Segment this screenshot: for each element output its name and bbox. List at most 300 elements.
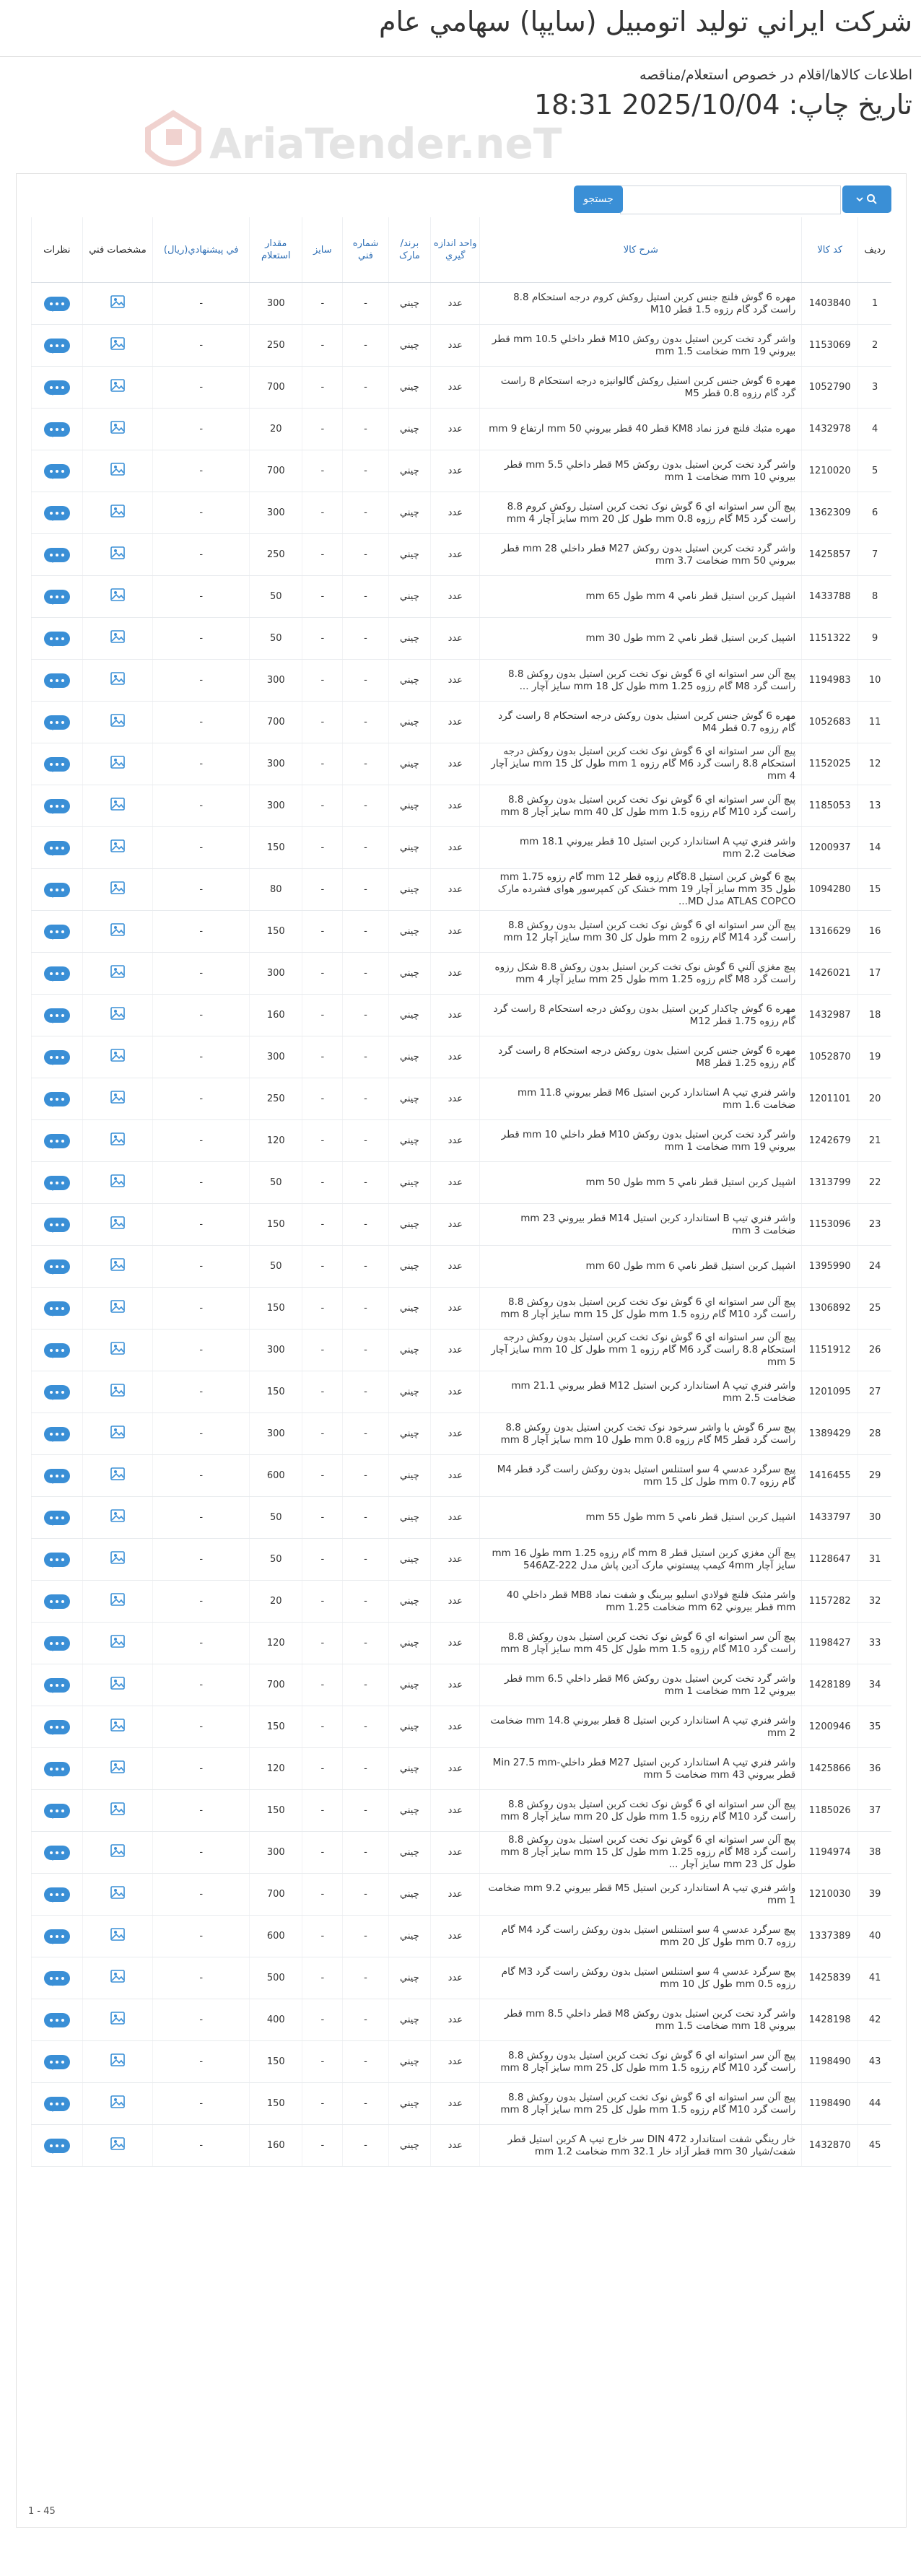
comments-cell[interactable] bbox=[32, 1162, 83, 1204]
comments-cell[interactable] bbox=[32, 1957, 83, 1999]
comments-cell[interactable] bbox=[32, 1664, 83, 1706]
comments-cell[interactable] bbox=[32, 618, 83, 660]
comments-cell[interactable] bbox=[32, 1581, 83, 1623]
item-price: - bbox=[153, 325, 250, 367]
table-row bbox=[32, 1120, 892, 1162]
comments-cell[interactable] bbox=[32, 1288, 83, 1330]
item-qty: 80 bbox=[250, 869, 302, 911]
item-code: 1198490 bbox=[802, 2083, 858, 2125]
item-size: - bbox=[302, 1246, 343, 1288]
comments-cell[interactable] bbox=[32, 2125, 83, 2167]
spec-cell[interactable] bbox=[82, 1957, 152, 1999]
spec-cell[interactable] bbox=[82, 702, 152, 743]
comments-cell[interactable] bbox=[32, 1916, 83, 1957]
spec-cell[interactable] bbox=[82, 953, 152, 995]
spec-cell[interactable] bbox=[82, 1706, 152, 1748]
item-qty: 120 bbox=[250, 1623, 302, 1664]
item-unit: عدد bbox=[431, 869, 480, 911]
item-size: - bbox=[302, 283, 343, 325]
item-unit: عدد bbox=[431, 1288, 480, 1330]
item-qty: 160 bbox=[250, 2125, 302, 2167]
comments-cell[interactable] bbox=[32, 660, 83, 702]
comments-cell[interactable] bbox=[32, 1539, 83, 1581]
spec-cell[interactable] bbox=[82, 1539, 152, 1581]
comments-cell[interactable] bbox=[32, 409, 83, 450]
table-row bbox=[32, 1246, 892, 1288]
row-number: 1 bbox=[858, 283, 891, 325]
item-price: - bbox=[153, 1957, 250, 1999]
item-tech-no: - bbox=[343, 743, 388, 785]
item-qty: 500 bbox=[250, 1957, 302, 1999]
comments-cell[interactable] bbox=[32, 1204, 83, 1246]
submit-search-button[interactable]: جستجو bbox=[574, 185, 623, 213]
chat-icon[interactable] bbox=[44, 590, 70, 604]
item-qty: 50 bbox=[250, 576, 302, 618]
chat-icon[interactable] bbox=[44, 380, 70, 395]
chat-icon[interactable] bbox=[44, 673, 70, 688]
spec-cell[interactable] bbox=[82, 1790, 152, 1832]
item-size: - bbox=[302, 827, 343, 869]
item-price: - bbox=[153, 2125, 250, 2167]
spec-cell[interactable] bbox=[82, 827, 152, 869]
chat-icon[interactable] bbox=[44, 925, 70, 939]
image-icon bbox=[109, 1633, 126, 1650]
comments-cell[interactable] bbox=[32, 283, 83, 325]
col-size[interactable]: سايز bbox=[302, 217, 343, 283]
chat-icon[interactable] bbox=[44, 1553, 70, 1567]
comments-cell[interactable] bbox=[32, 1832, 83, 1874]
spec-cell[interactable] bbox=[82, 492, 152, 534]
item-desc: پيچ آلن سر استوانه اي 6 گوش نوک تخت كربن استيل بدون روكش درجه استحكام 8.8 راست گرد M6 گام رزوه 1 mm طول كل 10 mm سايز آچار 5 mm bbox=[480, 1330, 802, 1371]
item-size: - bbox=[302, 1999, 343, 2041]
table-row bbox=[32, 1539, 892, 1581]
chat-icon[interactable] bbox=[44, 1846, 70, 1860]
image-icon bbox=[109, 1507, 126, 1524]
item-qty: 50 bbox=[250, 618, 302, 660]
chat-icon[interactable] bbox=[44, 297, 70, 311]
item-tech-no: - bbox=[343, 953, 388, 995]
spec-cell[interactable] bbox=[82, 450, 152, 492]
chat-icon[interactable] bbox=[44, 1427, 70, 1441]
comments-cell[interactable] bbox=[32, 743, 83, 785]
chat-icon[interactable] bbox=[44, 883, 70, 897]
chat-icon[interactable] bbox=[44, 1008, 70, 1023]
item-brand: چيني bbox=[388, 1832, 430, 1874]
image-icon bbox=[109, 1381, 126, 1399]
chat-icon[interactable] bbox=[44, 1678, 70, 1693]
item-brand: چيني bbox=[388, 660, 430, 702]
item-desc: مهره 6 گوش جنس كربن استيل بدون روكش درجه استحكام 8 راست گرد گام رزوه 1.25 قطر M8 bbox=[480, 1036, 802, 1078]
item-unit: عدد bbox=[431, 283, 480, 325]
table-row bbox=[32, 1455, 892, 1497]
spec-cell[interactable] bbox=[82, 869, 152, 911]
item-tech-no: - bbox=[343, 1120, 388, 1162]
item-unit: عدد bbox=[431, 1246, 480, 1288]
item-qty: 150 bbox=[250, 1371, 302, 1413]
item-desc: پيچ آلن سر استوانه اي 6 گوش نوک تخت كربن استيل بدون روكش درجه استحكام 8.8 راست گرد M6 گام رزوه 1 mm طول كل 15 mm سايز آچار 4 mm bbox=[480, 743, 802, 785]
chat-icon[interactable] bbox=[44, 1636, 70, 1651]
chat-icon[interactable] bbox=[44, 1385, 70, 1400]
row-count: 1 - 45 bbox=[28, 2506, 56, 2517]
spec-cell[interactable] bbox=[82, 1999, 152, 2041]
row-number: 45 bbox=[858, 2125, 891, 2167]
watermark-logo bbox=[141, 108, 588, 180]
chat-icon[interactable] bbox=[44, 506, 70, 520]
chat-icon[interactable] bbox=[44, 1259, 70, 1274]
item-code: 1201101 bbox=[802, 1078, 858, 1120]
item-tech-no: - bbox=[343, 2125, 388, 2167]
item-brand: چيني bbox=[388, 1246, 430, 1288]
item-size: - bbox=[302, 1288, 343, 1330]
comments-cell[interactable] bbox=[32, 1120, 83, 1162]
chat-icon[interactable] bbox=[44, 1971, 70, 1986]
item-brand: چيني bbox=[388, 1539, 430, 1581]
chat-icon[interactable] bbox=[44, 1176, 70, 1190]
table-row bbox=[32, 1497, 892, 1539]
item-unit: عدد bbox=[431, 1371, 480, 1413]
spec-cell[interactable] bbox=[82, 1330, 152, 1371]
comments-cell[interactable] bbox=[32, 953, 83, 995]
item-qty: 20 bbox=[250, 409, 302, 450]
item-code: 1200946 bbox=[802, 1706, 858, 1748]
chat-icon[interactable] bbox=[44, 1343, 70, 1358]
col-row: رديف bbox=[858, 217, 891, 283]
comments-cell[interactable] bbox=[32, 534, 83, 576]
table-row bbox=[32, 785, 892, 827]
col-price[interactable]: في پيشنهادي(ريال) bbox=[153, 217, 250, 283]
comments-cell[interactable] bbox=[32, 2083, 83, 2125]
chat-icon[interactable] bbox=[44, 632, 70, 646]
chat-icon[interactable] bbox=[44, 1050, 70, 1065]
comments-cell[interactable] bbox=[32, 492, 83, 534]
item-unit: عدد bbox=[431, 492, 480, 534]
item-size: - bbox=[302, 1120, 343, 1162]
spec-cell[interactable] bbox=[82, 785, 152, 827]
comments-cell[interactable] bbox=[32, 785, 83, 827]
comments-cell[interactable] bbox=[32, 1246, 83, 1288]
spec-cell[interactable] bbox=[82, 1288, 152, 1330]
company-name: شركت ايراني توليد اتومبيل (سايپا) سهامي عام bbox=[378, 6, 912, 38]
chat-icon[interactable] bbox=[44, 799, 70, 813]
item-desc: واشر گرد تخت كربن استيل بدون روكش M10 قطر داخلي 10 mm قطر بيروني 19 mm ضخامت 1 mm bbox=[480, 1120, 802, 1162]
item-code: 1425857 bbox=[802, 534, 858, 576]
image-icon bbox=[109, 837, 126, 855]
item-size: - bbox=[302, 1916, 343, 1957]
image-icon bbox=[109, 1047, 126, 1064]
item-unit: عدد bbox=[431, 1330, 480, 1371]
comments-cell[interactable] bbox=[32, 1455, 83, 1497]
item-unit: عدد bbox=[431, 2125, 480, 2167]
image-icon bbox=[109, 795, 126, 813]
item-price: - bbox=[153, 1120, 250, 1162]
spec-cell[interactable] bbox=[82, 1832, 152, 1874]
spec-cell[interactable] bbox=[82, 1664, 152, 1706]
item-size: - bbox=[302, 367, 343, 409]
spec-cell[interactable] bbox=[82, 2125, 152, 2167]
item-size: - bbox=[302, 2041, 343, 2083]
item-size: - bbox=[302, 1413, 343, 1455]
item-unit: عدد bbox=[431, 367, 480, 409]
spec-cell[interactable] bbox=[82, 618, 152, 660]
item-price: - bbox=[153, 2083, 250, 2125]
spec-cell[interactable] bbox=[82, 1204, 152, 1246]
chat-icon[interactable] bbox=[44, 757, 70, 772]
item-price: - bbox=[153, 1204, 250, 1246]
chat-icon[interactable] bbox=[44, 1804, 70, 1818]
chat-icon[interactable] bbox=[44, 966, 70, 981]
spec-cell[interactable] bbox=[82, 283, 152, 325]
item-price: - bbox=[153, 911, 250, 953]
comments-cell[interactable] bbox=[32, 1078, 83, 1120]
chat-icon[interactable] bbox=[44, 548, 70, 562]
item-qty: 700 bbox=[250, 367, 302, 409]
chat-icon[interactable] bbox=[44, 1511, 70, 1525]
spec-cell[interactable] bbox=[82, 2083, 152, 2125]
spec-cell[interactable] bbox=[82, 2041, 152, 2083]
comments-cell[interactable] bbox=[32, 1497, 83, 1539]
spec-cell[interactable] bbox=[82, 1413, 152, 1455]
chat-icon[interactable] bbox=[44, 1887, 70, 1902]
spec-cell[interactable] bbox=[82, 660, 152, 702]
spec-cell[interactable] bbox=[82, 367, 152, 409]
item-qty: 250 bbox=[250, 534, 302, 576]
item-desc: خار رينگي شفت استاندارد DIN 472 سر خارج تيپ A كربن استيل قطر شفت/شيار 30 mm قطر آزاد خار 32.1 mm ضخامت 1.2 mm bbox=[480, 2125, 802, 2167]
spec-cell[interactable] bbox=[82, 576, 152, 618]
comments-cell[interactable] bbox=[32, 1413, 83, 1455]
comments-cell[interactable] bbox=[32, 325, 83, 367]
item-desc: پيچ آلن سر استوانه اي 6 گوش نوک تخت كربن استيل بدون روكش 8.8 راست گرد M8 گام رزوه 1.25 mm طول كل 15 mm سايز آچار 8 mm طول كل 23 mm سايز آچار ... bbox=[480, 1832, 802, 1874]
item-brand: چيني bbox=[388, 1497, 430, 1539]
item-size: - bbox=[302, 325, 343, 367]
comments-cell[interactable] bbox=[32, 1706, 83, 1748]
image-icon bbox=[109, 921, 126, 938]
item-tech-no: - bbox=[343, 1664, 388, 1706]
item-desc: پيچ آلن سر استوانه اي 6 گوش نوک تخت كربن استيل بدون روكش 8.8 راست گرد M8 گام رزوه 1.25 mm طول كل 18 mm سايز آچار ... bbox=[480, 660, 802, 702]
item-code: 1200937 bbox=[802, 827, 858, 869]
item-tech-no: - bbox=[343, 1581, 388, 1623]
item-qty: 300 bbox=[250, 283, 302, 325]
item-code: 1201095 bbox=[802, 1371, 858, 1413]
chat-icon[interactable] bbox=[44, 1720, 70, 1734]
table-row bbox=[32, 450, 892, 492]
spec-cell[interactable] bbox=[82, 1497, 152, 1539]
image-icon bbox=[109, 2051, 126, 2069]
item-tech-no: - bbox=[343, 911, 388, 953]
spec-cell[interactable] bbox=[82, 1455, 152, 1497]
comments-cell[interactable] bbox=[32, 869, 83, 911]
item-size: - bbox=[302, 1162, 343, 1204]
comments-cell[interactable] bbox=[32, 1874, 83, 1916]
item-code: 1428198 bbox=[802, 1999, 858, 2041]
item-code: 1094280 bbox=[802, 869, 858, 911]
chat-icon[interactable] bbox=[44, 2139, 70, 2153]
col-brand[interactable]: برند/مارک bbox=[388, 217, 430, 283]
item-brand: چيني bbox=[388, 1413, 430, 1455]
comments-cell[interactable] bbox=[32, 1623, 83, 1664]
row-number: 7 bbox=[858, 534, 891, 576]
chat-icon[interactable] bbox=[44, 1762, 70, 1776]
item-brand: چيني bbox=[388, 1874, 430, 1916]
comments-cell[interactable] bbox=[32, 1748, 83, 1790]
row-number: 9 bbox=[858, 618, 891, 660]
item-desc: پيچ آلن مغزي كربن استيل قطر 8 mm گام رزوه 1.25 mm طول 16 mm سايز آچار 4mm كيمپ پيستوني مارک آدين پاش مدل 546AZ-222 bbox=[480, 1539, 802, 1581]
comments-cell[interactable] bbox=[32, 1330, 83, 1371]
row-number: 39 bbox=[858, 1874, 891, 1916]
item-price: - bbox=[153, 1874, 250, 1916]
item-price: - bbox=[153, 1748, 250, 1790]
spec-cell[interactable] bbox=[82, 1748, 152, 1790]
comments-cell[interactable] bbox=[32, 1371, 83, 1413]
image-icon bbox=[109, 2093, 126, 2110]
item-tech-no: - bbox=[343, 1999, 388, 2041]
chat-icon[interactable] bbox=[44, 464, 70, 479]
search-button[interactable] bbox=[842, 185, 891, 213]
item-code: 1362309 bbox=[802, 492, 858, 534]
chat-icon[interactable] bbox=[44, 841, 70, 855]
row-number: 22 bbox=[858, 1162, 891, 1204]
row-number: 6 bbox=[858, 492, 891, 534]
item-brand: چيني bbox=[388, 1706, 430, 1748]
item-price: - bbox=[153, 743, 250, 785]
comments-cell[interactable] bbox=[32, 1036, 83, 1078]
chat-icon[interactable] bbox=[44, 1218, 70, 1232]
spec-cell[interactable] bbox=[82, 1623, 152, 1664]
item-desc: واشر فنري تيپ A استاندارد كربن استيل M5 قطر بيروني 9.2 mm ضخامت 1 mm bbox=[480, 1874, 802, 1916]
spec-cell[interactable] bbox=[82, 1874, 152, 1916]
item-desc: واشر فنري تيپ A استاندارد كربن استيل M27 قطر داخلي-Min 27.5 mm قطر بيروني 43 mm ضخامت 5 mm bbox=[480, 1748, 802, 1790]
image-icon bbox=[109, 712, 126, 729]
image-icon bbox=[109, 1842, 126, 1859]
item-tech-no: - bbox=[343, 1162, 388, 1204]
chat-icon[interactable] bbox=[44, 2055, 70, 2069]
item-size: - bbox=[302, 911, 343, 953]
item-unit: عدد bbox=[431, 827, 480, 869]
spec-cell[interactable] bbox=[82, 995, 152, 1036]
comments-cell[interactable] bbox=[32, 367, 83, 409]
table-row bbox=[32, 1748, 892, 1790]
row-number: 8 bbox=[858, 576, 891, 618]
image-icon bbox=[109, 1758, 126, 1776]
item-brand: چيني bbox=[388, 869, 430, 911]
chat-icon[interactable] bbox=[44, 422, 70, 437]
chat-icon[interactable] bbox=[44, 2097, 70, 2111]
spec-cell[interactable] bbox=[82, 325, 152, 367]
spec-cell[interactable] bbox=[82, 1371, 152, 1413]
item-unit: عدد bbox=[431, 995, 480, 1036]
spec-cell[interactable] bbox=[82, 743, 152, 785]
item-desc: واشر مثبک فلنچ فولادي اسليو بيرينگ و شفت نماد MB8 قطر داخلي 40 mm قطر بيروني 62 mm ضخامت 1.25 mm bbox=[480, 1581, 802, 1623]
col-qty[interactable]: مقدار استعلام bbox=[250, 217, 302, 283]
chat-icon[interactable] bbox=[44, 1594, 70, 1609]
comments-cell[interactable] bbox=[32, 576, 83, 618]
table-row bbox=[32, 1664, 892, 1706]
item-price: - bbox=[153, 1036, 250, 1078]
table-row bbox=[32, 1999, 892, 2041]
item-desc: اشپيل كربن استيل قطر نامي 4 mm طول 65 mm bbox=[480, 576, 802, 618]
item-price: - bbox=[153, 450, 250, 492]
chevron-down-icon bbox=[856, 196, 863, 203]
spec-cell[interactable] bbox=[82, 1581, 152, 1623]
search-input[interactable] bbox=[620, 185, 841, 214]
item-desc: واشر گرد تخت كربن استيل بدون روكش M5 قطر داخلي 5.5 mm قطر بيروني 10 mm ضخامت 1 mm bbox=[480, 450, 802, 492]
item-unit: عدد bbox=[431, 1957, 480, 1999]
chat-icon[interactable] bbox=[44, 1469, 70, 1483]
item-qty: 700 bbox=[250, 1664, 302, 1706]
row-number: 29 bbox=[858, 1455, 891, 1497]
comments-cell[interactable] bbox=[32, 1999, 83, 2041]
item-tech-no: - bbox=[343, 1539, 388, 1581]
item-brand: چيني bbox=[388, 1288, 430, 1330]
comments-cell[interactable] bbox=[32, 911, 83, 953]
item-brand: چيني bbox=[388, 367, 430, 409]
comments-cell[interactable] bbox=[32, 2041, 83, 2083]
comments-cell[interactable] bbox=[32, 450, 83, 492]
item-code: 1210020 bbox=[802, 450, 858, 492]
table-row bbox=[32, 1581, 892, 1623]
item-desc: واشر فنري تيپ A استاندارد كربن استيل 8 قطر بيروني 14.8 mm ضخامت 2 mm bbox=[480, 1706, 802, 1748]
spec-cell[interactable] bbox=[82, 911, 152, 953]
comments-cell[interactable] bbox=[32, 995, 83, 1036]
chat-icon[interactable] bbox=[44, 1929, 70, 1944]
item-unit: عدد bbox=[431, 1581, 480, 1623]
chat-icon[interactable] bbox=[44, 339, 70, 353]
item-tech-no: - bbox=[343, 995, 388, 1036]
spec-cell[interactable] bbox=[82, 1162, 152, 1204]
item-qty: 50 bbox=[250, 1246, 302, 1288]
spec-cell[interactable] bbox=[82, 534, 152, 576]
spec-cell[interactable] bbox=[82, 1078, 152, 1120]
col-unit[interactable]: واحد اندازه گيري bbox=[431, 217, 480, 283]
item-code: 1395990 bbox=[802, 1246, 858, 1288]
item-size: - bbox=[302, 1790, 343, 1832]
table-row bbox=[32, 492, 892, 534]
spec-cell[interactable] bbox=[82, 1916, 152, 1957]
chat-icon[interactable] bbox=[44, 2013, 70, 2027]
chat-icon[interactable] bbox=[44, 1092, 70, 1106]
comments-cell[interactable] bbox=[32, 702, 83, 743]
item-price: - bbox=[153, 283, 250, 325]
col-tech-no[interactable]: شماره فني bbox=[343, 217, 388, 283]
item-tech-no: - bbox=[343, 576, 388, 618]
spec-cell[interactable] bbox=[82, 1246, 152, 1288]
spec-cell[interactable] bbox=[82, 1036, 152, 1078]
item-desc: پيچ مغزي آلني 6 گوش نوک تخت كربن استيل بدون روكش 8.8 شكل رزوه راست گرد M8 گام رزوه 1.25 mm طول 25 mm سايز آچار 4 mm bbox=[480, 953, 802, 995]
col-code[interactable]: کد کالا bbox=[802, 217, 858, 283]
item-tech-no: - bbox=[343, 1078, 388, 1120]
item-desc: پيچ آلن سر استوانه اي 6 گوش نوک تخت كربن استيل بدون روكش 8.8 راست گرد M14 گام رزوه 2 mm طول كل 30 mm سايز آچار 12 mm bbox=[480, 911, 802, 953]
item-unit: عدد bbox=[431, 409, 480, 450]
spec-cell[interactable] bbox=[82, 409, 152, 450]
table-row bbox=[32, 325, 892, 367]
chat-icon[interactable] bbox=[44, 715, 70, 730]
item-qty: 150 bbox=[250, 2041, 302, 2083]
row-number: 30 bbox=[858, 1497, 891, 1539]
item-qty: 150 bbox=[250, 1288, 302, 1330]
row-number: 43 bbox=[858, 2041, 891, 2083]
comments-cell[interactable] bbox=[32, 1790, 83, 1832]
chat-icon[interactable] bbox=[44, 1134, 70, 1148]
item-qty: 600 bbox=[250, 1455, 302, 1497]
table-body bbox=[32, 283, 892, 2167]
item-price: - bbox=[153, 1162, 250, 1204]
comments-cell[interactable] bbox=[32, 827, 83, 869]
spec-cell[interactable] bbox=[82, 1120, 152, 1162]
col-desc[interactable]: شرح کالا bbox=[480, 217, 802, 283]
item-brand: چيني bbox=[388, 785, 430, 827]
table-row bbox=[32, 1413, 892, 1455]
chat-icon[interactable] bbox=[44, 1301, 70, 1316]
image-icon bbox=[109, 1591, 126, 1608]
